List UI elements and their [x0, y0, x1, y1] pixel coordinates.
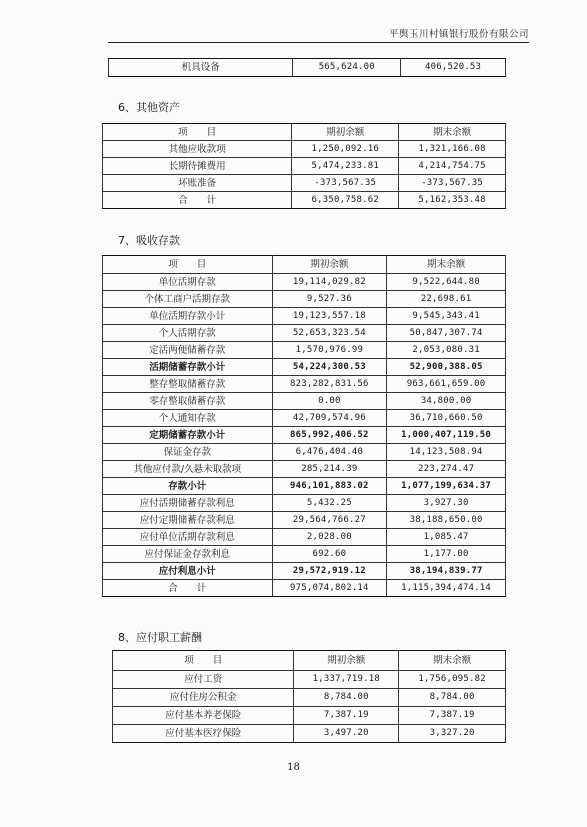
- deposits-table: [102, 255, 506, 597]
- row-label: 单位活期存款小计: [103, 308, 273, 325]
- other-assets-table: [102, 123, 506, 209]
- end-balance: 5,162,353.48: [399, 192, 506, 209]
- row-label: 其他应付款/久悬未取款项: [103, 461, 273, 478]
- table-total-row: [103, 192, 506, 209]
- row-label: 个体工商户活期存款: [103, 291, 273, 308]
- table-row: [103, 308, 506, 325]
- begin-balance: 29,572,919.12: [272, 563, 387, 580]
- section-title-payroll: 8、应付职工薪酬: [118, 631, 202, 644]
- row-label: 坏账准备: [103, 175, 292, 192]
- begin-balance: 0.00: [272, 393, 387, 410]
- document-header: 平舆玉川村镇银行股份有限公司: [388, 29, 529, 40]
- column-header-end: 期末余额: [387, 256, 506, 274]
- end-balance: 38,194,839.77: [387, 563, 506, 580]
- begin-balance: 1,570,976.99: [272, 342, 387, 359]
- end-balance: 7,387.19: [399, 707, 506, 725]
- table-row: [113, 725, 506, 743]
- row-label: 应付基本养老保险: [113, 707, 294, 725]
- end-balance: 1,115,394,474.14: [387, 580, 506, 597]
- column-header-begin: 期初余额: [272, 256, 387, 274]
- begin-balance: 692.60: [272, 546, 387, 563]
- column-header-begin: 期初余额: [294, 651, 399, 671]
- table-header-row: [113, 651, 506, 671]
- row-label: 应付基本医疗保险: [113, 725, 294, 743]
- begin-balance: 565,624.00: [293, 59, 401, 77]
- page-number: 18: [287, 762, 300, 773]
- column-header-end: 期末余额: [399, 651, 506, 671]
- row-label: 零存整取储蓄存款: [103, 393, 273, 410]
- row-label: 合 计: [103, 580, 273, 597]
- end-balance: 1,085.47: [387, 529, 506, 546]
- begin-balance: 9,527.36: [272, 291, 387, 308]
- row-label: 保证金存款: [103, 444, 273, 461]
- table-row: [103, 342, 506, 359]
- begin-balance: 52,653,323.54: [272, 325, 387, 342]
- end-balance: 34,800.00: [387, 393, 506, 410]
- row-label: 应付工资: [113, 671, 294, 689]
- table-row: [113, 707, 506, 725]
- begin-balance: 19,123,557.18: [272, 308, 387, 325]
- column-header-item: 项 目: [103, 256, 273, 274]
- end-balance: 1,321,166.08: [399, 141, 506, 158]
- table-row: [103, 461, 506, 478]
- column-header-begin: 期初余额: [292, 124, 399, 141]
- end-balance: 1,000,407,119.50: [387, 427, 506, 444]
- end-balance: 2,053,080.31: [387, 342, 506, 359]
- row-label: 存款小计: [103, 478, 273, 495]
- begin-balance: 2,028.00: [272, 529, 387, 546]
- end-balance: 22,698.61: [387, 291, 506, 308]
- begin-balance: 5,474,233.81: [292, 158, 399, 175]
- begin-balance: 823,282,831.56: [272, 376, 387, 393]
- table-row: [103, 393, 506, 410]
- end-balance: 38,188,650.00: [387, 512, 506, 529]
- end-balance: 223,274.47: [387, 461, 506, 478]
- table-total-row: [103, 580, 506, 597]
- row-label: 应付单位活期存款利息: [103, 529, 273, 546]
- end-balance: 36,710,660.50: [387, 410, 506, 427]
- table-row: [113, 671, 506, 689]
- table-row: [113, 689, 506, 707]
- table-row: [103, 274, 506, 291]
- begin-balance: -373,567.35: [292, 175, 399, 192]
- row-label: 定活两便储蓄存款: [103, 342, 273, 359]
- end-balance: 3,927.30: [387, 495, 506, 512]
- begin-balance: 3,497.20: [294, 725, 399, 743]
- row-label: 应付保证金存款利息: [103, 546, 273, 563]
- table-row: [109, 59, 506, 77]
- row-label: 长期待摊费用: [103, 158, 292, 175]
- table-row: [103, 410, 506, 427]
- section-title-deposits: 7、吸收存款: [118, 234, 180, 247]
- row-label: 应付利息小计: [103, 563, 273, 580]
- begin-balance: 946,101,883.02: [272, 478, 387, 495]
- table-row: [103, 478, 506, 495]
- end-balance: 8,784.00: [399, 689, 506, 707]
- row-label: 合 计: [103, 192, 292, 209]
- row-label: 个人活期存款: [103, 325, 273, 342]
- table-row: [103, 175, 506, 192]
- section-title-other-assets: 6、其他资产: [118, 101, 180, 114]
- end-balance: 1,077,199,634.37: [387, 478, 506, 495]
- table-row: [103, 359, 506, 376]
- begin-balance: 5,432.25: [272, 495, 387, 512]
- end-balance: 52,900,388.05: [387, 359, 506, 376]
- table-row: [103, 444, 506, 461]
- table-row: [103, 563, 506, 580]
- row-label: 应付住房公积金: [113, 689, 294, 707]
- table-row: [103, 546, 506, 563]
- end-balance: 1,177.00: [387, 546, 506, 563]
- begin-balance: 19,114,029.82: [272, 274, 387, 291]
- begin-balance: 1,337,719.18: [294, 671, 399, 689]
- end-balance: 50,847,307.74: [387, 325, 506, 342]
- fixed-assets-continuation-table: [108, 58, 506, 77]
- column-header-end: 期末余额: [399, 124, 506, 141]
- end-balance: 406,520.53: [401, 59, 506, 77]
- begin-balance: 975,074,802.14: [272, 580, 387, 597]
- table-row: [103, 376, 506, 393]
- table-row: [103, 495, 506, 512]
- row-label: 整存整取储蓄存款: [103, 376, 273, 393]
- table-row: [103, 291, 506, 308]
- end-balance: 4,214,754.75: [399, 158, 506, 175]
- begin-balance: 6,476,404.40: [272, 444, 387, 461]
- table-row: [103, 325, 506, 342]
- table-row: [103, 529, 506, 546]
- begin-balance: 285,214.39: [272, 461, 387, 478]
- table-row: [103, 427, 506, 444]
- row-label: 应付定期储蓄存款利息: [103, 512, 273, 529]
- end-balance: 14,123,508.94: [387, 444, 506, 461]
- row-label: 机具设备: [109, 59, 293, 77]
- row-label: 应付活期储蓄存款利息: [103, 495, 273, 512]
- begin-balance: 8,784.00: [294, 689, 399, 707]
- table-row: [103, 141, 506, 158]
- end-balance: 9,545,343.41: [387, 308, 506, 325]
- table-header-row: [103, 124, 506, 141]
- begin-balance: 6,350,758.62: [292, 192, 399, 209]
- end-balance: 963,661,659.00: [387, 376, 506, 393]
- table-header-row: [103, 256, 506, 274]
- begin-balance: 42,709,574.96: [272, 410, 387, 427]
- row-label: 其他应收款项: [103, 141, 292, 158]
- row-label: 个人通知存款: [103, 410, 273, 427]
- end-balance: 3,327.20: [399, 725, 506, 743]
- row-label: 活期储蓄存款小计: [103, 359, 273, 376]
- header-rule: [108, 42, 529, 43]
- end-balance: 1,756,095.82: [399, 671, 506, 689]
- table-row: [103, 158, 506, 175]
- end-balance: -373,567.35: [399, 175, 506, 192]
- payroll-table: [112, 650, 506, 743]
- begin-balance: 865,992,406.52: [272, 427, 387, 444]
- begin-balance: 1,250,092.16: [292, 141, 399, 158]
- table-row: [103, 512, 506, 529]
- end-balance: 9,522,644.80: [387, 274, 506, 291]
- begin-balance: 54,224,300.53: [272, 359, 387, 376]
- column-header-item: 项 目: [103, 124, 292, 141]
- begin-balance: 29,564,766.27: [272, 512, 387, 529]
- column-header-item: 项 目: [113, 651, 294, 671]
- row-label: 单位活期存款: [103, 274, 273, 291]
- begin-balance: 7,387.19: [294, 707, 399, 725]
- row-label: 定期储蓄存款小计: [103, 427, 273, 444]
